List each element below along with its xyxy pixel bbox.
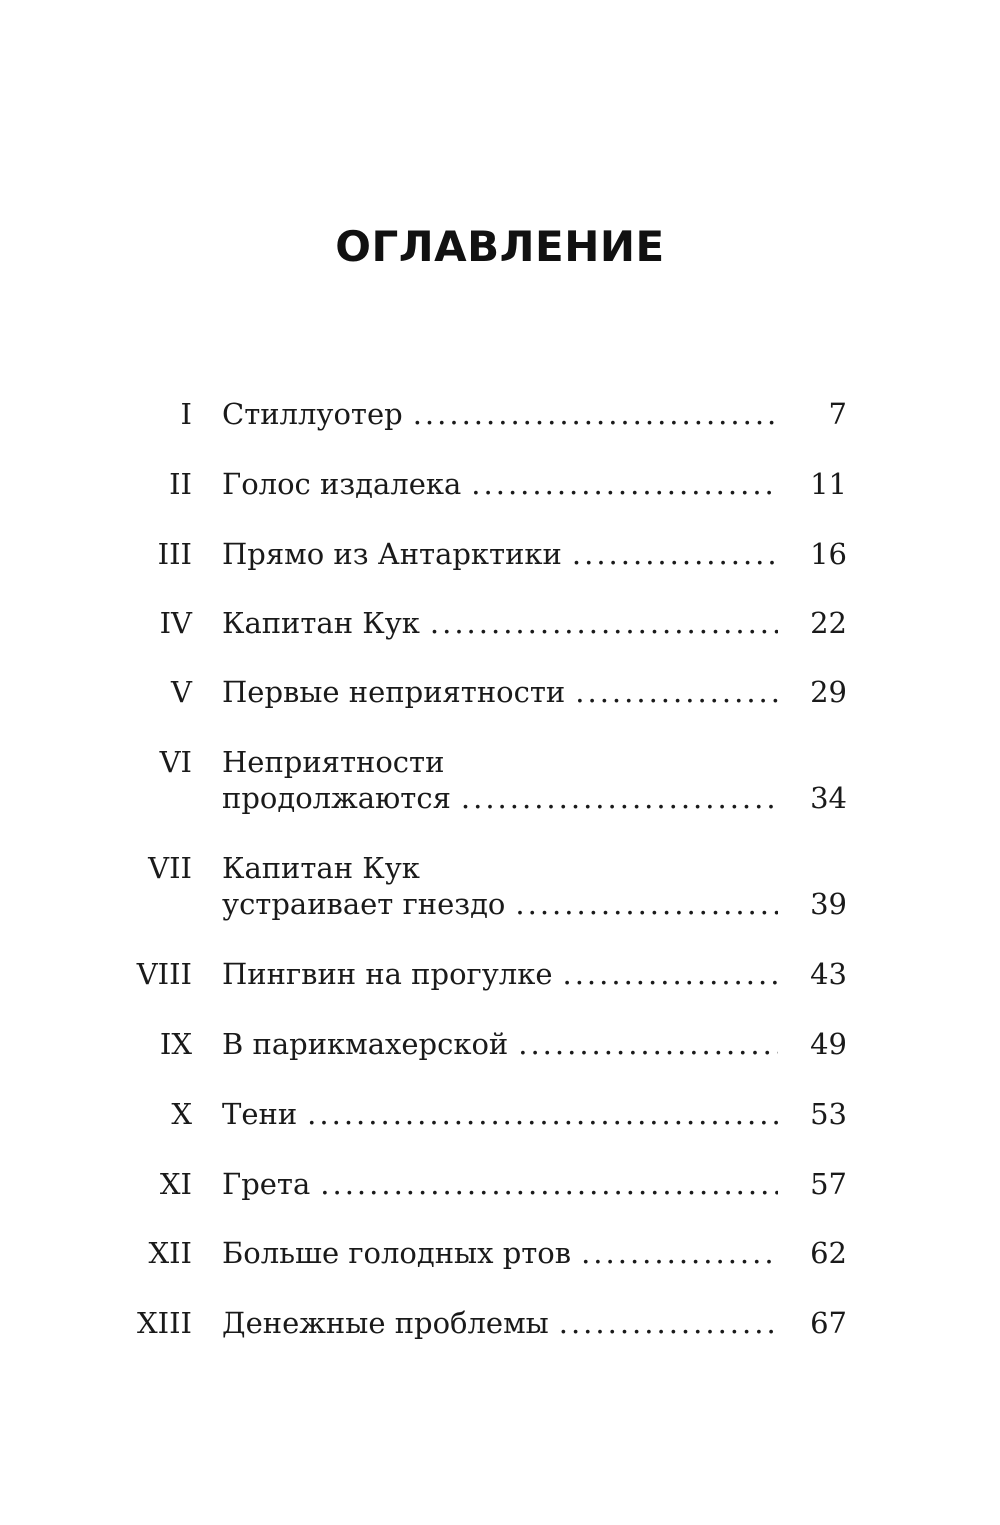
chapter-title-text: Первые неприятности: [222, 675, 566, 709]
dot-leader: [515, 886, 778, 922]
dot-leader: [320, 1166, 778, 1202]
page-title: ОГЛАВЛЕНИЕ: [335, 222, 665, 271]
chapter-title-text: Неприятности: [222, 745, 445, 779]
dot-leader: [563, 956, 779, 992]
chapter-numeral: V: [171, 675, 192, 709]
chapter-title-text: Тени: [222, 1097, 298, 1131]
chapter-title: [222, 1166, 778, 1202]
chapter-title: [222, 1235, 778, 1271]
chapter-title-text: Денежные проблемы: [222, 1306, 549, 1340]
chapter-title: [222, 1026, 778, 1062]
page-number: 34: [810, 781, 847, 815]
chapter-title-text: Пингвин на прогулке: [222, 957, 553, 991]
page-number: 22: [810, 606, 847, 640]
chapter-numeral: IV: [159, 606, 192, 640]
chapter-numeral: III: [157, 537, 192, 571]
page-number: 53: [810, 1097, 847, 1131]
dot-leader: [572, 536, 778, 572]
dot-leader: [413, 396, 778, 432]
chapter-numeral: VII: [148, 851, 192, 885]
chapter-numeral: VIII: [136, 957, 192, 991]
chapter-title: [222, 605, 778, 641]
chapter-title-text: Капитан Кук: [222, 851, 420, 885]
dot-leader: [430, 605, 778, 641]
chapter-numeral: IX: [159, 1027, 192, 1061]
chapter-title: [222, 956, 778, 992]
chapter-title-text: В парикмахерской: [222, 1027, 509, 1061]
dot-leader: [575, 674, 778, 710]
page-number: 29: [810, 675, 847, 709]
chapter-title-text: устраивает гнездо: [222, 887, 506, 921]
chapter-numeral: XI: [159, 1167, 192, 1201]
chapter-numeral: I: [180, 397, 192, 431]
chapter-title-text: Больше голодных ртов: [222, 1236, 572, 1270]
chapter-numeral: II: [169, 467, 192, 501]
chapter-title-text: продолжаются: [222, 781, 451, 815]
chapter-title: [222, 1096, 778, 1132]
chapter-title: [222, 744, 778, 816]
dot-leader: [307, 1096, 778, 1132]
dot-leader: [581, 1235, 778, 1271]
page-number: 16: [810, 537, 847, 571]
dot-leader: [518, 1026, 778, 1062]
chapter-numeral: XIII: [136, 1306, 192, 1340]
dot-leader: [471, 466, 778, 502]
page-number: 67: [810, 1306, 847, 1340]
page-number: 57: [810, 1167, 847, 1201]
chapter-title-text: Прямо из Антарктики: [222, 537, 562, 571]
chapter-title: [222, 850, 778, 922]
dot-leader: [461, 780, 778, 816]
chapter-title: [222, 674, 778, 710]
chapter-title-text: Грета: [222, 1167, 311, 1201]
page-number: 11: [810, 467, 847, 501]
page-number: 43: [810, 957, 847, 991]
page-number: 7: [828, 397, 847, 431]
chapter-numeral: XII: [148, 1236, 192, 1270]
chapter-title: [222, 466, 778, 502]
chapter-numeral: X: [171, 1097, 192, 1131]
chapter-title-text: Капитан Кук: [222, 606, 420, 640]
dot-leader: [559, 1305, 778, 1341]
chapter-title-text: Стиллуотер: [222, 397, 403, 431]
page-number: 62: [810, 1236, 847, 1270]
chapter-title: [222, 396, 778, 432]
chapter-numeral: VI: [159, 745, 192, 779]
chapter-title: [222, 1305, 778, 1341]
chapter-title-text: Голос издалека: [222, 467, 462, 501]
chapter-title: [222, 536, 778, 572]
page-number: 49: [810, 1027, 847, 1061]
page-number: 39: [810, 887, 847, 921]
